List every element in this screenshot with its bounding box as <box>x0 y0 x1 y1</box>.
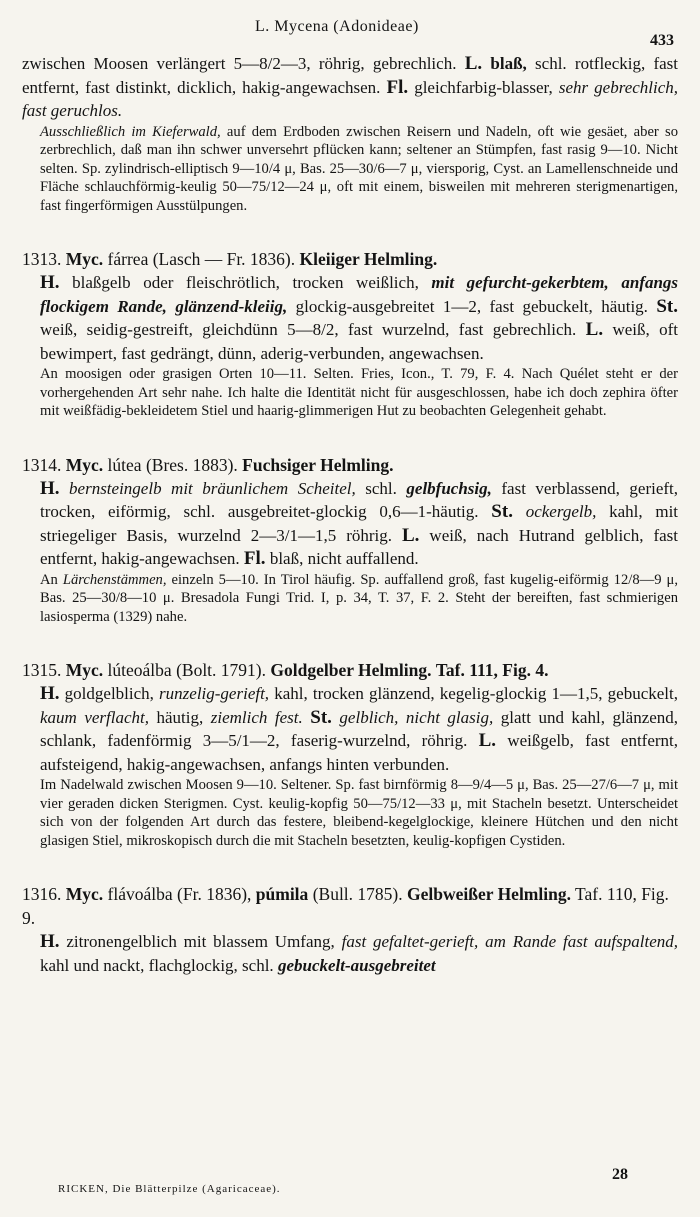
continued-note: Ausschließlich im Kieferwald, auf dem Erdboden zwischen Reisern und Nadeln, oft wie gesäet, aber so zerbrechlich, daß man ihn schwer unversehrt pflücken kann; seltener an Stümpfen, fast rasig 9—10. Nicht selten. Sp. zylindrisch-elliptisch 9—10/4 μ, Bas. 25—30/6—7 μ, viersporig, Cyst. an Lamellenschneide und Fläche schlauchförmig-keulig 50—75/12—24 μ, oft mit einem, bisweilen mit mehreren sterigmenartigen, fast fingerförmigen Ausstülpungen. <box>40 123 679 214</box>
cap-marker: H. <box>40 683 60 704</box>
entry-number: 1315. <box>22 660 62 680</box>
cap-marker: H. <box>40 931 60 952</box>
plate-reference: Taf. 110, Fig. 9. <box>22 884 669 928</box>
page-content <box>22 52 678 977</box>
entry-note: An moosigen oder grasigen Orten 10—11. Selten. Fries, Icon., T. 79, F. 4. Nach Quélet steht er der vorhergehenden Art sehr nahe. Ich halte die Identität nicht für ausgeschlossen, habe ich doch zephira öfter mit weißfädig-bekleidetem Stiel und haarig-glimmerigen Hut zu beobachten Gelegenheit gehabt. <box>40 366 678 419</box>
authority: (Bolt. 1791). <box>176 660 266 680</box>
species-name: fárrea <box>107 249 149 269</box>
gills-marker: L. <box>464 53 483 74</box>
flesh-marker: Fl. <box>386 76 409 98</box>
page-header <box>0 14 700 49</box>
entry-description: H. zitronengelblich mit blassem Umfang, fast gefaltet-gerieft, am Rande fast aufspaltend, kahl und nackt, flachglockig, schl. gebuckelt-ausgebreitet <box>40 931 679 975</box>
running-title: L. Mycena (Adonideae) <box>255 18 419 35</box>
common-name: Fuchsiger Helmling. <box>242 454 394 475</box>
gills-marker: L. <box>402 524 420 546</box>
entry-number: 1314. <box>22 454 62 475</box>
species-name: lúteoálba <box>107 660 172 680</box>
species-name: lútea <box>107 454 142 475</box>
cap-marker: H. <box>40 477 60 499</box>
species-entry-1316 <box>22 882 678 977</box>
species-entry-1315 <box>22 658 678 850</box>
cap-marker: H. <box>40 272 60 293</box>
stem-marker: St. <box>310 706 332 728</box>
signature-mark: 28 <box>612 1166 628 1183</box>
common-name: Goldgelber Helmling. <box>270 660 432 680</box>
entry-number: 1313. <box>22 249 62 269</box>
authority: (Fr. 1836), <box>177 884 252 904</box>
gills-marker: L. <box>585 319 604 340</box>
stem-marker: St. <box>491 501 513 522</box>
entry-title: 1315. Myc. lúteoálba (Bolt. 1791). Goldgelber Helmling. Taf. 111, Fig. 4. <box>22 660 549 680</box>
common-name: Kleiiger Helmling. <box>299 249 438 269</box>
common-name: Gelbweißer Helmling. <box>407 884 571 904</box>
entry-number: 1316. <box>22 884 62 904</box>
synonym-authority: (Bull. 1785). <box>312 884 403 904</box>
stem-marker: St. <box>656 295 678 317</box>
page-number: 433 <box>650 32 674 49</box>
gills-marker: L. <box>478 730 497 751</box>
synonym-name: púmila <box>255 884 309 904</box>
entry-description: H. bernsteingelb mit bräunlichem Scheitel, schl. gelbfuchsig, fast verblassend, gerieft, trocken, eiförmig, schl. ausgebreitet-glockig 0,6—1-häutig. St. ockergelb, kahl, mit striegeliger Basis, wurzelnd 2—3/1—1,5 röhrig. L. weiß, nach Hutrand gelblich, fast entfernt, hakig-angewachsen. Fl. blaß, nicht auffallend. <box>40 477 679 569</box>
species-name: flávoálba <box>107 884 173 904</box>
authority: (Bres. 1883). <box>145 454 238 475</box>
flesh-marker: Fl. <box>243 548 266 569</box>
entry-note: An Lärchenstämmen, einzeln 5—10. In Tirol häufig. Sp. auffallend groß, fast kugelig-eiförmig 12/8—9 μ, Bas. 25—30/8—10 μ. Bresadola Fungi Trid. I, p. 34, T. 37, F. 2. Steht der bereiften, fast schmierigen lasiosperma (1329) nahe. <box>40 571 678 625</box>
footer-line: RICKEN, Die Blätterpilze (Agaricaceae). <box>58 1183 281 1195</box>
entry-title: 1316. Myc. flávoálba (Fr. 1836), púmila (Bull. 1785). Gelbweißer Helmling. Taf. 110, Fig. 9. <box>22 884 669 928</box>
entry-description: H. goldgelblich, runzelig-gerieft, kahl, trocken glänzend, kegelig-glockig 1—1,5, gebuckelt, kaum verflacht, häutig, ziemlich fest. St. gelblich, nicht glasig, glatt und kahl, glänzend, schlank, fadenförmig 3—5/1—2, faserig-wurzelnd, röhrig. L. weißgelb, fast entfernt, aufsteigend, hakig-angewachsen, anfangs hinten verbunden. <box>40 683 679 774</box>
plate-reference: Taf. 111, Fig. 4. <box>435 660 549 680</box>
species-entry-1314 <box>22 453 678 627</box>
entry-title: 1313. Myc. fárrea (Lasch — Fr. 1836). Kleiiger Helmling. <box>22 249 438 269</box>
entry-note: Im Nadelwald zwischen Moosen 9—10. Seltener. Sp. fast birnförmig 8—9/4—5 μ, Bas. 25—27/6—7 μ, mit vier geraden dicken Sterigmen. Cyst. keulig-kopfig 50—75/12—33 μ, mit Stacheln besetzt. Unterscheidet sich von der folgenden Art durch das festere, bleibend-kegelglockige, kleinere Hütchen und den nicht glasigen Stiel, mikroskopisch durch die mit Stacheln besetzten, keulig-kopfigen Cystiden. <box>40 777 678 849</box>
entry-description: H. blaßgelb oder fleischrötlich, trocken weißlich, mit gefurcht-gekerbtem, anfangs flockigem Rande, glänzend-kleiig, glockig-ausgebreitet 1—2, fast gebuckelt, häutig. St. weiß, seidig-gestreift, gleichdünn 5—8/2, fast wurzelnd, fast gebrechlich. L. weiß, oft bewimpert, fast gedrängt, dünn, aderig-verbunden, angewachsen. <box>40 272 679 363</box>
species-entry-1313 <box>22 247 678 421</box>
authority: (Lasch — Fr. 1836). <box>152 249 296 269</box>
entry-title: 1314. Myc. lútea (Bres. 1883). Fuchsiger Helmling. <box>22 454 394 475</box>
continued-description: zwischen Moosen verlängert 5—8/2—3, röhrig, gebrechlich. L. blaß, schl. rotfleckig, fast entfernt, fast distinkt, dicklich, hakig-angewachsen. Fl. gleichfarbig-blasser, sehr gebrechlich, fast geruchlos. <box>22 53 679 120</box>
